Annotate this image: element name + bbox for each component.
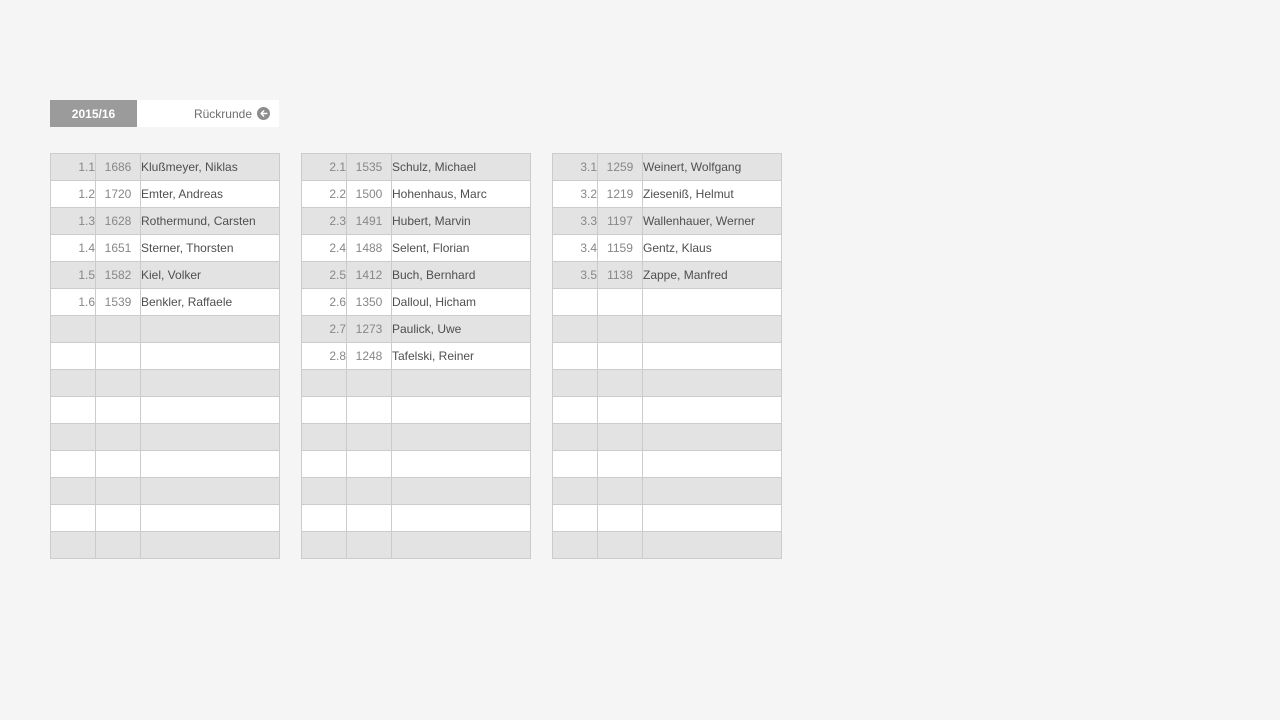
arrow-circle-left-icon [257,107,270,120]
rating-cell [598,289,643,316]
player-name-cell: Tafelski, Reiner [392,343,531,370]
rating-cell: 1686 [96,154,141,181]
player-name-cell [141,451,280,478]
team-tables [50,153,782,559]
empty-row [302,424,531,451]
rating-cell: 1412 [347,262,392,289]
player-row [51,208,280,235]
rating-cell: 1491 [347,208,392,235]
empty-row [51,478,280,505]
player-name-cell: Kiel, Volker [141,262,280,289]
empty-row [51,451,280,478]
board-number-cell [51,478,96,505]
rating-cell [347,370,392,397]
empty-row [51,343,280,370]
player-row [302,262,531,289]
board-number-cell [553,478,598,505]
rating-cell: 1582 [96,262,141,289]
rating-cell [598,424,643,451]
player-name-cell: Selent, Florian [392,235,531,262]
board-number-cell: 1.1 [51,154,96,181]
rating-cell [598,478,643,505]
rating-cell [598,316,643,343]
board-number-cell: 2.4 [302,235,347,262]
player-name-cell [141,316,280,343]
rating-cell: 1350 [347,289,392,316]
board-number-cell [302,397,347,424]
empty-row [51,424,280,451]
empty-row [553,370,782,397]
player-name-cell [643,424,782,451]
player-name-cell [643,451,782,478]
board-number-cell [553,424,598,451]
player-name-cell [643,316,782,343]
empty-row [553,397,782,424]
empty-row [553,451,782,478]
player-name-cell [141,505,280,532]
rating-cell: 1488 [347,235,392,262]
board-number-cell [51,424,96,451]
board-number-cell [51,316,96,343]
board-number-cell [302,451,347,478]
player-name-cell [141,343,280,370]
rating-cell: 1720 [96,181,141,208]
player-row [51,235,280,262]
empty-row [302,478,531,505]
board-number-cell: 2.8 [302,343,347,370]
tab-season-2015-16[interactable]: 2015/16 [50,100,137,127]
empty-row [553,424,782,451]
rating-cell [598,532,643,559]
rating-cell [598,370,643,397]
board-number-cell: 2.5 [302,262,347,289]
board-number-cell: 2.2 [302,181,347,208]
board-number-cell: 2.7 [302,316,347,343]
board-number-cell: 1.4 [51,235,96,262]
player-row [51,289,280,316]
rating-cell [96,478,141,505]
player-name-cell [392,532,531,559]
board-number-cell: 3.2 [553,181,598,208]
player-name-cell [141,397,280,424]
rating-cell: 1197 [598,208,643,235]
empty-row [302,397,531,424]
rating-cell [347,505,392,532]
board-number-cell: 1.3 [51,208,96,235]
rating-cell: 1138 [598,262,643,289]
player-row [302,343,531,370]
rating-cell: 1273 [347,316,392,343]
rating-cell [598,505,643,532]
board-number-cell: 1.2 [51,181,96,208]
player-name-cell [643,289,782,316]
player-name-cell [643,532,782,559]
rating-cell [96,316,141,343]
player-name-cell [141,478,280,505]
rating-cell [598,343,643,370]
rating-cell: 1159 [598,235,643,262]
rating-cell [96,451,141,478]
player-name-cell: Buch, Bernhard [392,262,531,289]
empty-row [51,505,280,532]
player-name-cell [392,424,531,451]
board-number-cell [51,532,96,559]
rating-cell: 1219 [598,181,643,208]
board-number-cell: 3.1 [553,154,598,181]
board-number-cell: 3.5 [553,262,598,289]
board-number-cell [553,370,598,397]
board-number-cell [51,397,96,424]
empty-row [302,451,531,478]
rating-cell: 1259 [598,154,643,181]
empty-row [51,532,280,559]
player-name-cell [643,478,782,505]
empty-row [51,370,280,397]
player-row [553,208,782,235]
player-row [302,208,531,235]
empty-row [51,316,280,343]
board-number-cell [51,370,96,397]
player-name-cell [141,532,280,559]
board-number-cell [51,505,96,532]
empty-row [51,397,280,424]
empty-row [553,532,782,559]
rating-cell: 1535 [347,154,392,181]
board-number-cell: 2.6 [302,289,347,316]
rating-cell [347,532,392,559]
empty-row [302,532,531,559]
team-table-1 [50,153,280,559]
rating-cell [96,505,141,532]
rating-cell [598,397,643,424]
player-name-cell: Sterner, Thorsten [141,235,280,262]
rating-cell [347,424,392,451]
board-number-cell: 3.3 [553,208,598,235]
rating-cell: 1628 [96,208,141,235]
player-row [302,316,531,343]
player-name-cell: Benkler, Raffaele [141,289,280,316]
rating-cell [96,532,141,559]
player-row [553,235,782,262]
board-number-cell [553,451,598,478]
player-name-cell: Wallenhauer, Werner [643,208,782,235]
player-name-cell [392,397,531,424]
board-number-cell: 1.6 [51,289,96,316]
player-name-cell [643,397,782,424]
board-number-cell [553,316,598,343]
board-number-cell [302,370,347,397]
player-row [553,181,782,208]
rating-cell: 1500 [347,181,392,208]
board-number-cell [553,505,598,532]
team-table-2 [301,153,531,559]
player-name-cell [141,424,280,451]
board-number-cell [302,532,347,559]
empty-row [553,478,782,505]
board-number-cell [553,289,598,316]
rating-cell [598,451,643,478]
player-name-cell: Emter, Andreas [141,181,280,208]
round-label: Rückrunde [193,106,252,121]
rating-cell [96,424,141,451]
board-number-cell [553,397,598,424]
rating-cell [347,451,392,478]
player-name-cell [392,370,531,397]
board-number-cell: 2.3 [302,208,347,235]
player-name-cell [392,505,531,532]
player-name-cell [643,505,782,532]
player-name-cell: Schulz, Michael [392,154,531,181]
player-name-cell [392,478,531,505]
rating-cell: 1651 [96,235,141,262]
player-row [302,181,531,208]
player-name-cell [141,370,280,397]
player-row [553,262,782,289]
empty-row [553,505,782,532]
player-name-cell: Weinert, Wolfgang [643,154,782,181]
rating-cell [96,370,141,397]
team-table-3 [552,153,782,559]
player-row [51,262,280,289]
player-row [51,181,280,208]
player-name-cell [392,451,531,478]
player-row [553,154,782,181]
board-number-cell: 1.5 [51,262,96,289]
player-name-cell: Hubert, Marvin [392,208,531,235]
player-row [302,235,531,262]
rating-cell [96,397,141,424]
player-name-cell: Dalloul, Hicham [392,289,531,316]
player-name-cell [643,370,782,397]
board-number-cell [302,478,347,505]
player-name-cell [643,343,782,370]
player-name-cell: Zieseniß, Helmut [643,181,782,208]
player-row [51,154,280,181]
board-number-cell: 2.1 [302,154,347,181]
empty-row [553,316,782,343]
board-number-cell [302,505,347,532]
board-number-cell [51,343,96,370]
board-number-cell [302,424,347,451]
rating-cell: 1248 [347,343,392,370]
season-tabbar [50,100,279,127]
empty-row [553,289,782,316]
rating-cell [96,343,141,370]
board-number-cell [553,532,598,559]
board-number-cell: 3.4 [553,235,598,262]
empty-row [553,343,782,370]
player-name-cell: Gentz, Klaus [643,235,782,262]
rating-cell: 1539 [96,289,141,316]
empty-row [302,505,531,532]
player-name-cell: Klußmeyer, Niklas [141,154,280,181]
empty-row [302,370,531,397]
player-row [302,154,531,181]
rating-cell [347,397,392,424]
tab-round-rueckrunde[interactable] [137,100,279,127]
player-name-cell: Hohenhaus, Marc [392,181,531,208]
rating-cell [347,478,392,505]
player-name-cell: Zappe, Manfred [643,262,782,289]
board-number-cell [51,451,96,478]
board-number-cell [553,343,598,370]
player-name-cell: Rothermund, Carsten [141,208,280,235]
player-row [302,289,531,316]
player-name-cell: Paulick, Uwe [392,316,531,343]
